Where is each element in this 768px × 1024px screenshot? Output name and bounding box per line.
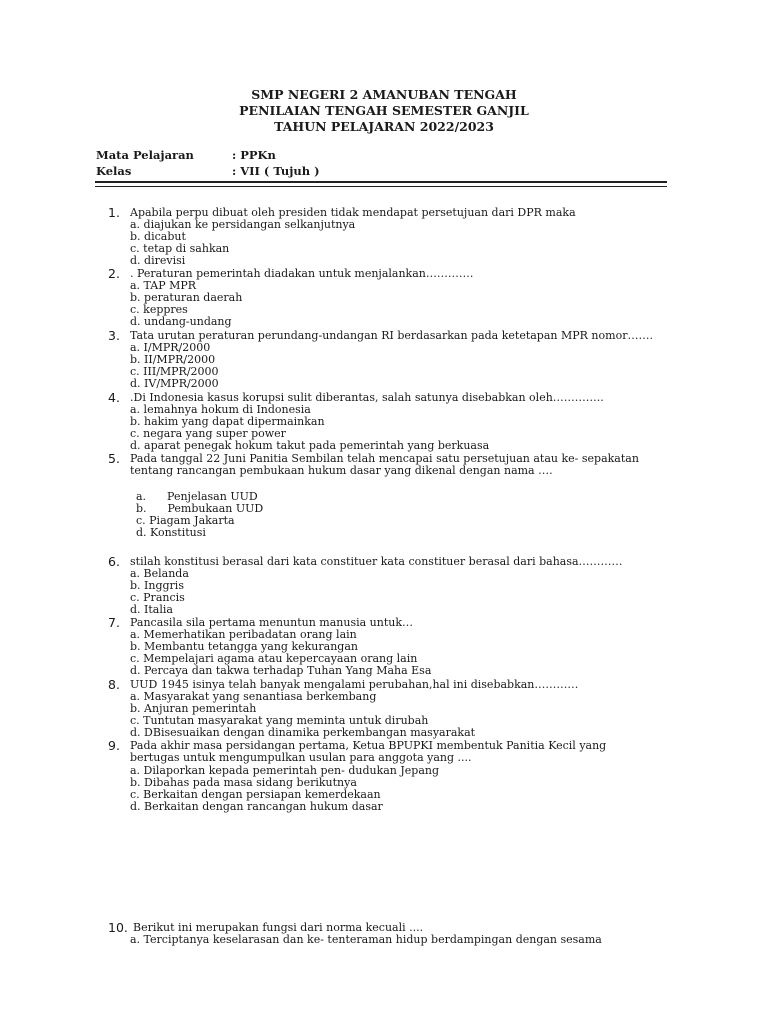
question-number: 6. — [108, 554, 120, 569]
question-text: Apabila perpu dibuat oleh presiden tidak mendapat persetujuan dari DPR maka — [130, 206, 576, 219]
answer-option: a. Belanda — [130, 567, 189, 580]
answer-option: b. dicabut — [130, 230, 186, 243]
academic-year: TAHUN PELAJARAN 2022/2023 — [274, 119, 494, 134]
answer-option: d. Percaya dan takwa terhadap Tuhan Yang Maha Esa — [130, 664, 432, 677]
question-number: 3. — [108, 328, 120, 343]
answer-option: d. undang-undang — [130, 315, 232, 328]
answer-option: a. Memerhatikan peribadatan orang lain — [130, 628, 357, 641]
answer-option: b. peraturan daerah — [130, 291, 243, 304]
answer-option: c. Tuntutan masyarakat yang meminta untuk dirubah — [130, 714, 429, 727]
question-text: Pada tanggal 22 Juni Panitia Sembilan telah mencapai satu persetujuan atau ke- sepakatan tentang rancangan pembukaan hukum dasar yang dikenal dengan nama …. — [130, 452, 639, 477]
answer-option: c. Mempelajari agama atau kepercayaan orang lain — [130, 652, 418, 665]
answer-option: a. Terciptanya keselarasan dan ke- tenteraman hidup berdampingan dengan sesama — [130, 933, 602, 946]
answer-option: b. Anjuran pemerintah — [130, 702, 257, 715]
answer-option: c. negara yang super power — [130, 427, 286, 440]
class-label: Kelas — [96, 164, 132, 178]
answer-option: b. Dibahas pada masa sidang berikutnya — [130, 776, 357, 789]
answer-option: a. lemahnya hokum di Indonesia — [130, 403, 311, 416]
answer-option: d. Konstitusi — [136, 526, 206, 539]
question-number: 8. — [108, 677, 120, 692]
answer-option: a. diajukan ke persidangan selkanjutnya — [130, 218, 356, 231]
answer-option: d. DBisesuaikan dengan dinamika perkembangan masyarakat — [130, 726, 476, 739]
question-number: 9. — [108, 738, 120, 753]
subject-value: : PPKn — [232, 148, 276, 162]
answer-option: d. direvisi — [130, 254, 186, 267]
answer-option: a. Masyarakat yang senantiasa berkembang — [130, 690, 377, 703]
question-text: Pancasila sila pertama menuntun manusia untuk… — [130, 616, 414, 629]
answer-option: c. tetap di sahkan — [130, 242, 230, 255]
answer-option: c. III/MPR/2000 — [130, 365, 219, 378]
answer-option: b. Pembukaan UUD — [136, 502, 264, 515]
class-value: : VII ( Tujuh ) — [232, 164, 320, 178]
answer-option: b. hakim yang dapat dipermainkan — [130, 415, 325, 428]
answer-option: b. Membantu tetangga yang kekurangan — [130, 640, 358, 653]
school-name: SMP NEGERI 2 AMANUBAN TENGAH — [251, 87, 517, 102]
question-text: .Di Indonesia kasus korupsi sulit diberantas, salah satunya disebabkan oleh………….. — [130, 391, 604, 404]
question-text: Pada akhir masa persidangan pertama, Ketua BPUPKI membentuk Panitia Kecil yang bertugas untuk mengumpulkan usulan para anggota yang .... — [130, 739, 607, 764]
question-text: . Peraturan pemerintah diadakan untuk menjalankan…………. — [130, 267, 474, 280]
header-divider-thin — [95, 186, 667, 187]
question-number: 4. — [108, 390, 120, 405]
answer-option: c. Prancis — [130, 591, 185, 604]
answer-option: a. I/MPR/2000 — [130, 341, 211, 354]
exam-title: PENILAIAN TENGAH SEMESTER GANJIL — [239, 103, 529, 118]
answer-option: a. TAP MPR — [130, 279, 197, 292]
answer-option: b. II/MPR/2000 — [130, 353, 216, 366]
subject-label: Mata Pelajaran — [96, 148, 194, 162]
question-number: 10. — [108, 920, 128, 935]
answer-option: c. Piagam Jakarta — [136, 514, 235, 527]
question-text: Berikut ini merupakan fungsi dari norma kecuali .... — [133, 921, 424, 934]
question-text: Tata urutan peraturan perundang-undangan RI berdasarkan pada ketetapan MPR nomor……. — [130, 329, 653, 342]
answer-option: d. Berkaitan dengan rancangan hukum dasar — [130, 800, 383, 813]
question-number: 2. — [108, 266, 120, 281]
answer-option: a. Dilaporkan kepada pemerintah pen- dudukan Jepang — [130, 764, 440, 777]
answer-option: d. Italia — [130, 603, 173, 616]
answer-option: d. IV/MPR/2000 — [130, 377, 219, 390]
answer-option: b. Inggris — [130, 579, 184, 592]
answer-option: c. keppres — [130, 303, 188, 316]
answer-option: c. Berkaitan dengan persiapan kemerdekaan — [130, 788, 381, 801]
header-divider-thick — [95, 181, 667, 183]
question-number: 7. — [108, 615, 120, 630]
answer-option: d. aparat penegak hokum takut pada pemerintah yang berkuasa — [130, 439, 490, 452]
question-text: UUD 1945 isinya telah banyak mengalami perubahan,hal ini disebabkan………… — [130, 678, 579, 691]
question-text: stilah konstitusi berasal dari kata constituer kata constituer berasal dari bahasa………… — [130, 555, 623, 568]
answer-option: a. Penjelasan UUD — [136, 490, 258, 503]
question-number: 1. — [108, 205, 120, 220]
question-number: 5. — [108, 451, 120, 466]
